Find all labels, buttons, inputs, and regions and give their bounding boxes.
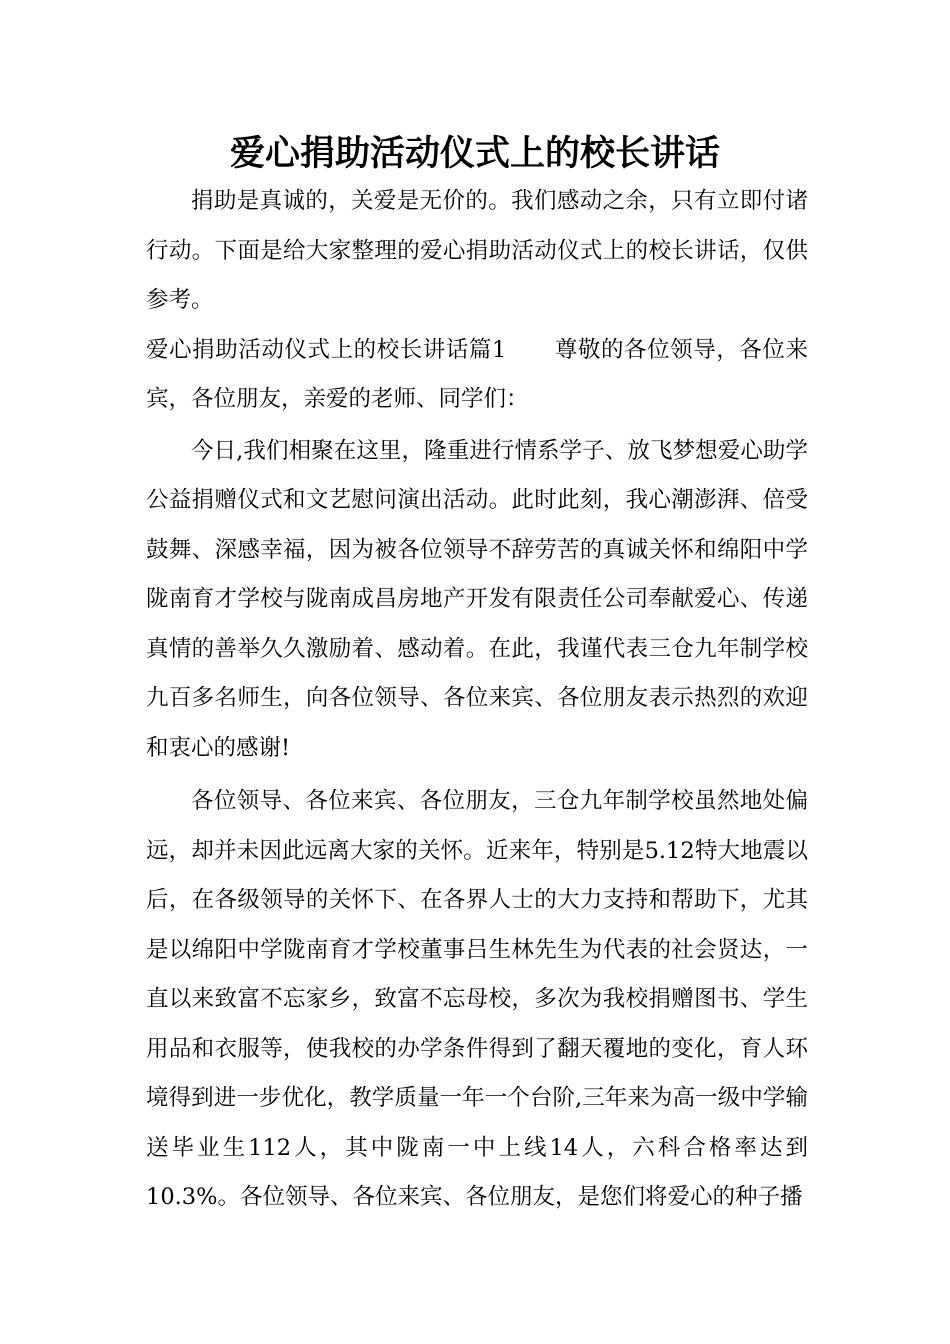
document-body [146,177,808,1223]
paragraph-2: 各位领导、各位来宾、各位朋友，三仓九年制学校虽然地处偏远，却并未因此远离大家的关怀。近来年，特别是5.12特大地震以后，在各级领导的关怀下、在各界人士的大力支持和帮助下，尤其是以绵阳中学陇南育才学校董事吕生林先生为代表的社会贤达，一直以来致富不忘家乡，致富不忘母校，多次为我校捐赠图书、学生用品和衣服等，使我校的办学条件得到了翻天覆地的变化，育人环境得到进一步优化，教学质量一年一个台阶,三年来为高一级中学输送毕业生112人，其中陇南一中上线14人，六科合格率达到10.3%。各位领导、各位来宾、各位朋友，是您们将爱心的种子播 [146,788,808,1210]
document-title: 爱心捐助活动仪式上的校长讲话 [229,133,720,174]
greeting-rest: 宾，各位朋友，亲爱的老师、同学们： [146,386,529,412]
paragraph-1: 今日,我们相聚在这里，隆重进行情系学子、放飞梦想爱心助学公益捐赠仪式和文艺慰问演出活动。此时此刻，我心潮澎湃、倍受鼓舞、深感幸福，因为被各位领导不辞劳苦的真诚关怀和绵阳中学陇南育才学校与陇南成昌房地产开发有限责任公司奉献爱心、传递真情的善举久久激励着、感动着。在此，我谨代表三仓九年制学校九百多名师生，向各位领导、各位来宾、各位朋友表示热烈的欢迎和衷心的感谢! [146,437,808,761]
greeting-first: 尊敬的各位领导，各位来 [554,336,808,363]
intro-paragraph: 捐助是真诚的，关爱是无价的。我们感动之余，只有立即付诸行动。下面是给大家整理的爱心捐助活动仪式上的校长讲话，仅供参考。 [146,188,808,313]
section-heading: 爱心捐助活动仪式上的校长讲话篇1 [146,336,507,363]
section-heading-line [146,326,808,425]
